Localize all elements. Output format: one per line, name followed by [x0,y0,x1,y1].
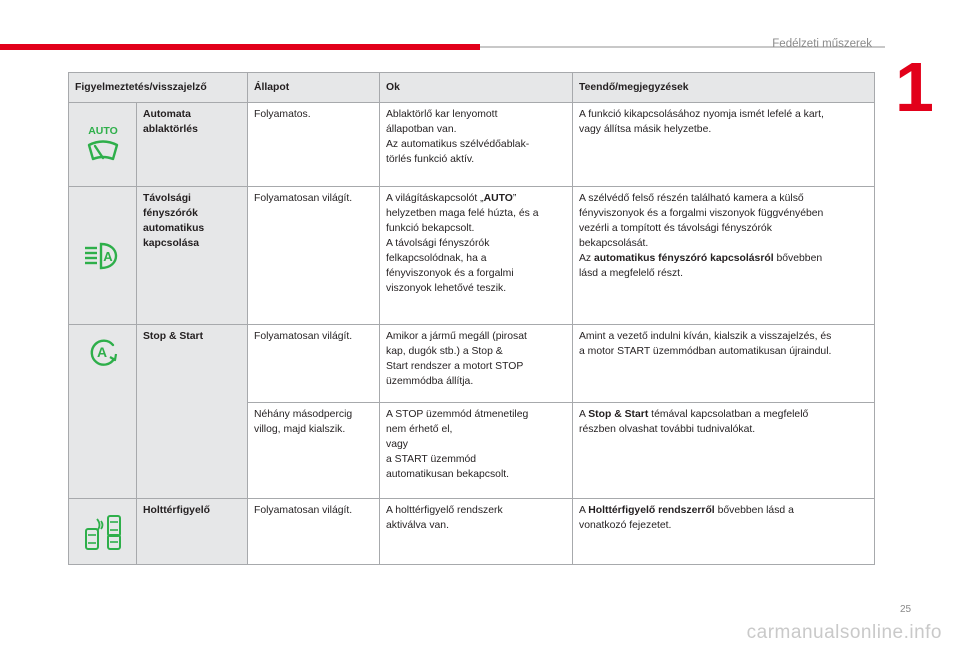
indicator-name: Távolsági fényszórók automatikus kapcsolása [137,187,248,325]
table-row [69,103,875,187]
state-cell: Folyamatosan világít. [248,499,380,565]
column-header-state: Állapot [248,73,380,103]
auto-high-beam-icon [81,241,125,271]
column-header-indicator: Figyelmeztetés/visszajelző [69,73,248,103]
indicator-name: Stop & Start [137,325,248,499]
table-row [69,499,875,565]
action-cell: A szélvédő felső részén található kamera a külső fényviszonyok és a forgalmi viszonyok függvényében vezérli a tompított és távolsági fényszórók bekapcsolását. Az automatikus fényszóró kapcsolásról bővebben lásd a megfelelő részt. [573,187,875,325]
stop-start-icon [86,335,120,369]
auto-wiper-icon [83,123,123,167]
cause-cell: A holttérfigyelő rendszerk aktiválva van. [380,499,573,565]
icon-cell [69,187,137,325]
table-row [69,187,875,325]
column-header-cause: Ok [380,73,573,103]
watermark: carmanualsonline.info [746,622,942,643]
cause-cell: Amikor a jármű megáll (pirosat kap, dugók stb.) a Stop & Start rendszer a motort STOP üzemmódba állítja. [380,325,573,403]
blind-spot-monitor-icon [81,513,125,551]
cause-cell: A világításkapcsolót „AUTO” helyzetben maga felé húzta, és a funkció bekapcsolt. A távolsági fényszórók felkapcsolódnak, ha a fényviszonyok és a forgalmi viszonyok lehetővé teszik. [380,187,573,325]
header-red-bar [0,44,480,50]
section-title: Fedélzeti műszerek [772,38,872,50]
state-cell: Néhány másodpercig villog, majd kialszik. [248,403,380,499]
table-header-row [69,73,875,103]
state-cell: Folyamatosan világít. [248,325,380,403]
indicator-name: Holttérfigyelő [137,499,248,565]
indicator-name: Automata ablaktörlés [137,103,248,187]
action-cell: A Stop & Start témával kapcsolatban a megfelelő részben olvashat további tudnivalókat. [573,403,875,499]
table-row [69,325,875,403]
state-cell: Folyamatos. [248,103,380,187]
action-cell: A Holttérfigyelő rendszerről bővebben lásd a vonatkozó fejezetet. [573,499,875,565]
warning-lights-table [68,72,875,565]
auto-wiper-icon-text: AUTO [87,124,118,137]
cause-cell: Ablaktörlő kar lenyomott állapotban van. Az automatikus szélvédőablak- törlés funkció aktív. [380,103,573,187]
state-cell: Folyamatosan világít. [248,187,380,325]
cause-cell: A STOP üzemmód átmenetileg nem érhető el, vagy a START üzemmód automatikusan bekapcsolt. [380,403,573,499]
stop-start-icon-text: A [96,344,107,360]
chapter-number: 1 [895,48,934,126]
action-cell: Amint a vezető indulni kíván, kialszik a visszajelzés, és a motor START üzemmódban automatikusan újraindul. [573,325,875,403]
icon-cell [69,103,137,187]
icon-cell [69,325,137,499]
page-number: 25 [900,604,912,615]
icon-cell [69,499,137,565]
action-cell: A funkció kikapcsolásához nyomja ismét lefelé a kart, vagy állítsa másik helyzetbe. [573,103,875,187]
auto-high-beam-icon-text: A [102,248,113,264]
column-header-action: Teendő/megjegyzések [573,73,875,103]
